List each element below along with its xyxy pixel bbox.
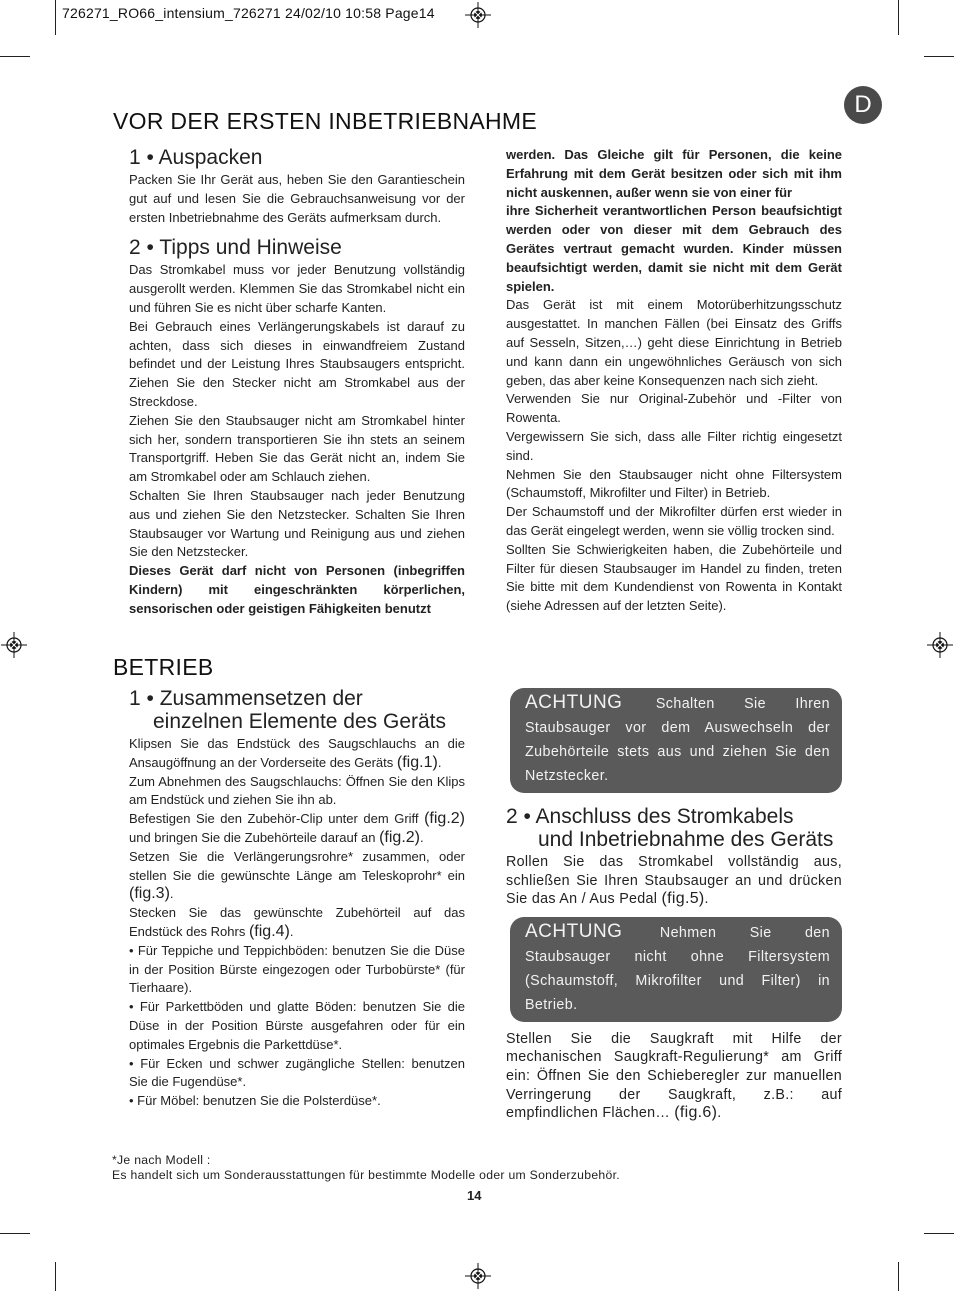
registration-mark-icon	[1, 632, 27, 658]
tipps-paragraph: Bei Gebrauch eines Verlängerungskabels ist darauf zu achten, dass sich dieses in einwandfreiem Zustand befindet und der Leistung Ihres Staubsaugers entspricht. Ziehen Sie den Stecker nicht am Stromkabel aus der Streckdose.	[129, 318, 465, 409]
section-title-first-use: VOR DER ERSTEN INBETRIEBNAHME	[113, 108, 538, 134]
figure-reference: (fig.2)	[424, 810, 465, 828]
safety-warning-bold	[506, 202, 842, 296]
assembly-text: Stecken Sie das gewünschte Zubehörteil auf das Endstück des Rohrs	[129, 905, 465, 939]
warning-paragraph	[525, 920, 830, 1017]
betrieb-right-column	[506, 688, 842, 1123]
info-paragraph: Das Gerät ist mit einem Motorüberhitzungsschutz ausgestattet. In manchen Fällen (bei Einsatz des Griffs auf Sesseln, Sitzen,…) geht diese Einrichtung in Betrieb und kann dann ein ungewöhnliches Geräusch von sich geben, das aber keine Konsequenzen nach sich zieht.	[506, 297, 842, 388]
figure-reference: (fig.4)	[248, 922, 290, 940]
section-title-betrieb: BETRIEB	[113, 654, 214, 680]
assembly-text: und bringen Sie die Zubehörteile darauf an	[129, 829, 376, 845]
figure-reference: (fig.5)	[661, 890, 705, 908]
safety-warning-bold-text: werden. Das Gleiche gilt für Personen, die keine Erfahrung mit dem Gerät besitzen oder sich mit ihm nicht auskennen, außer wenn sie von einer für	[506, 147, 842, 200]
footnote	[112, 1153, 620, 1183]
connect-paragraph: Rollen Sie das Stromkabel vollständig aus, schließen Sie Ihren Staubsauger an und drücken Sie das An / Aus Pedal (fig.5).	[506, 854, 842, 908]
tipps-paragraph: Das Stromkabel muss vor jeder Benutzung vollständig ausgerollt werden. Klemmen Sie das Stromkabel nicht ein und führen Sie es nicht über scharfe Kanten.	[129, 262, 465, 315]
bullet-item: • Für Möbel: benutzen Sie die Polsterdüse*.	[129, 1093, 381, 1109]
heading-auspacken: 1 • Auspacken	[129, 146, 263, 169]
connect-text: Rollen Sie das Stromkabel vollständig aus, schließen Sie Ihren Staubsauger an und drücken Sie das An / Aus Pedal	[506, 854, 842, 908]
bullet-item: • Für Parkettböden und glatte Böden: benutzen Sie die Düse in der Position Bürste ausgefahren oder für ein optimales Ergebnis die Parkettdüse*.	[129, 999, 465, 1052]
heading-tipps: 2 • Tipps und Hinweise	[129, 236, 342, 260]
heading-zusammensetzen	[129, 687, 465, 733]
printer-slug-text: 726271_RO66_intensium_726271 24/02/10 10:58 Page	[62, 5, 419, 21]
heading-line: und Inbetriebnahme des Geräts	[538, 828, 834, 851]
bullet-item: • Für Ecken und schwer zugängliche Stellen: benutzen Sie die Fugendüse*.	[129, 1055, 465, 1090]
info-paragraph: Der Schaumstoff und der Mikrofilter dürfen erst wieder in das Gerät eingelegt werden, wenn sie völlig trocken sind.	[506, 504, 842, 538]
registration-mark-icon	[927, 632, 953, 658]
crop-mark	[0, 56, 30, 57]
footnote-line: Es handelt sich um Sonderausstattungen für bestimmte Modelle oder um Sonderzubehör.	[112, 1168, 620, 1182]
warning-text: Nehmen Sie den Staubsauger nicht ohne Filtersystem (Schaumstoff, Mikrofilter und Filter) in Betrieb.	[525, 924, 831, 1013]
crop-mark	[898, 1262, 899, 1291]
betrieb-left-column	[129, 687, 465, 1111]
safety-warning-bold	[506, 146, 842, 202]
info-paragraph: Nehmen Sie den Staubsauger nicht ohne Filtersystem (Schaumstoff, Mikrofilter und Filter) in Betrieb.	[506, 466, 842, 501]
crop-mark	[898, 0, 899, 35]
crop-mark	[924, 1233, 954, 1234]
figure-reference: (fig.1)	[396, 753, 438, 771]
suction-paragraph: Stellen Sie die Saugkraft mit Hilfe der mechanischen Saugkraft-Regulierung* am Griff ein: Öffnen Sie den Schieberegler zur manuellen Verringerung der Saugkraft, z.B.: auf empfindlichen Flächen… (fig.6).	[506, 1030, 842, 1122]
heading-line: einzelnen Elemente des Geräts	[153, 710, 447, 733]
warning-text: Schalten Sie Ihren Staubsauger vor dem Auswechseln der Zubehörteile stets aus und ziehen Sie den Netzstecker.	[525, 696, 830, 784]
warning-paragraph	[525, 691, 830, 788]
figure-reference: (fig.6)	[674, 1104, 718, 1122]
assembly-text: Setzen Sie die Verlängerungsrohre* zusammen, oder stellen Sie die gewünschte Länge am Teleskoprohr* ein	[129, 848, 465, 883]
assembly-paragraph: Befestigen Sie den Zubehör-Clip unter dem Griff (fig.2) und bringen Sie die Zubehörteile darauf an (fig.2).	[129, 810, 465, 846]
assembly-paragraph: Stecken Sie das gewünschte Zubehörteil auf das Endstück des Rohrs (fig.4).	[129, 905, 465, 940]
heading-line: 1 • Zusammensetzen der	[129, 687, 363, 710]
printer-slug-page: 14	[418, 5, 435, 21]
bullet-item: • Für Teppiche und Teppichböden: benutzen Sie die Düse in der Position Bürste eingezogen oder Turbobürste* (für Tierhaare).	[129, 942, 465, 996]
info-paragraph: Verwenden Sie nur Original-Zubehör und -Filter von Rowenta.	[506, 391, 842, 426]
assembly-paragraph: Setzen Sie die Verlängerungsrohre* zusammen, oder stellen Sie die gewünschte Länge am Teleskoprohr* ein (fig.3).	[129, 848, 465, 903]
info-paragraph: Sollten Sie Schwierigkeiten haben, die Zubehörteile und Filter für diesen Staubsauger im Handel zu finden, treten Sie bitte mit dem Kundendienst von Rowenta in Kontakt (siehe Adressen auf der letzten Seite).	[506, 541, 842, 614]
assembly-text: Klipsen Sie das Endstück des Saugschlauchs an die Ansaugöffnung an der Vorderseite des Geräts	[129, 736, 465, 770]
crop-mark	[55, 1262, 56, 1291]
language-badge: D	[844, 86, 882, 124]
assembly-paragraph: Zum Abnehmen des Saugschlauchs: Öffnen Sie den Klips am Endstück und ziehen Sie ihn ab.	[129, 773, 465, 808]
figure-reference: (fig.2)	[379, 828, 420, 846]
registration-mark-icon	[465, 2, 491, 28]
auspacken-text: Packen Sie Ihr Gerät aus, heben Sie den Garantieschein gut auf und lesen Sie die Gebrauchsanweisung vor der ersten Inbetriebnahme des Geräts aufmerksam durch.	[129, 172, 465, 225]
crop-mark	[924, 56, 954, 57]
warning-title: ACHTUNG	[525, 920, 623, 942]
warning-box	[510, 917, 842, 1022]
assembly-paragraph: Klipsen Sie das Endstück des Saugschlauchs an die Ansaugöffnung an der Vorderseite des Geräts (fig.1).	[129, 736, 465, 771]
warning-box	[510, 688, 842, 793]
safety-warning-bold	[129, 562, 465, 618]
printer-slug	[62, 5, 435, 21]
footnote-line: *Je nach Modell :	[112, 1153, 211, 1167]
warning-title: ACHTUNG	[525, 692, 623, 713]
tipps-paragraph: Ziehen Sie den Staubsauger nicht am Stromkabel hinter sich her, sondern transportieren Sie ihn stets an seinem Transportgriff. Heben Sie das Gerät nicht an, indem Sie am Stromkabel oder am Schlauch ziehen.	[129, 412, 465, 485]
heading-anschluss	[506, 805, 842, 851]
first-use-right-column	[506, 146, 842, 616]
tipps-paragraph: Schalten Sie Ihren Staubsauger nach jeder Benutzung aus und ziehen Sie den Netzstecker. Schalten Sie Ihren Staubsauger vor Wartung und Reinigung aus und ziehen Sie den Netzstecker.	[129, 487, 465, 560]
assembly-text: Befestigen Sie den Zubehör-Clip unter dem Griff	[129, 811, 419, 827]
suction-text: Stellen Sie die Saugkraft mit Hilfe der mechanischen Saugkraft-Regulierung* am Griff ein: Öffnen Sie den Schieberegler zur manuellen Verringerung der Saugkraft, z.B.: auf empfindlichen Flächen…	[506, 1030, 842, 1122]
safety-warning-bold-text: ihre Sicherheit verantwortlichen Person beaufsichtigt werden oder von dieser mit dem Gebrauch des Gerätes vertraut gemacht wurden. Kinder müssen beaufsichtigt werden, damit sie nicht mit dem Gerät spielen.	[506, 203, 842, 294]
first-use-left-column	[129, 146, 465, 619]
crop-mark	[55, 0, 56, 35]
page-number: 14	[467, 1188, 482, 1203]
registration-mark-icon	[465, 1263, 491, 1289]
heading-line: 2 • Anschluss des Stromkabels	[506, 805, 794, 828]
info-paragraph: Vergewissern Sie sich, dass alle Filter richtig eingesetzt sind.	[506, 428, 842, 463]
crop-mark	[0, 1233, 30, 1234]
figure-reference: (fig.3)	[129, 885, 170, 903]
safety-warning-bold-text: Dieses Gerät darf nicht von Personen (inbegriffen Kindern) mit eingeschränkten körperlichen, sensorischen oder geistigen Fähigkeiten benutzt	[129, 563, 465, 616]
